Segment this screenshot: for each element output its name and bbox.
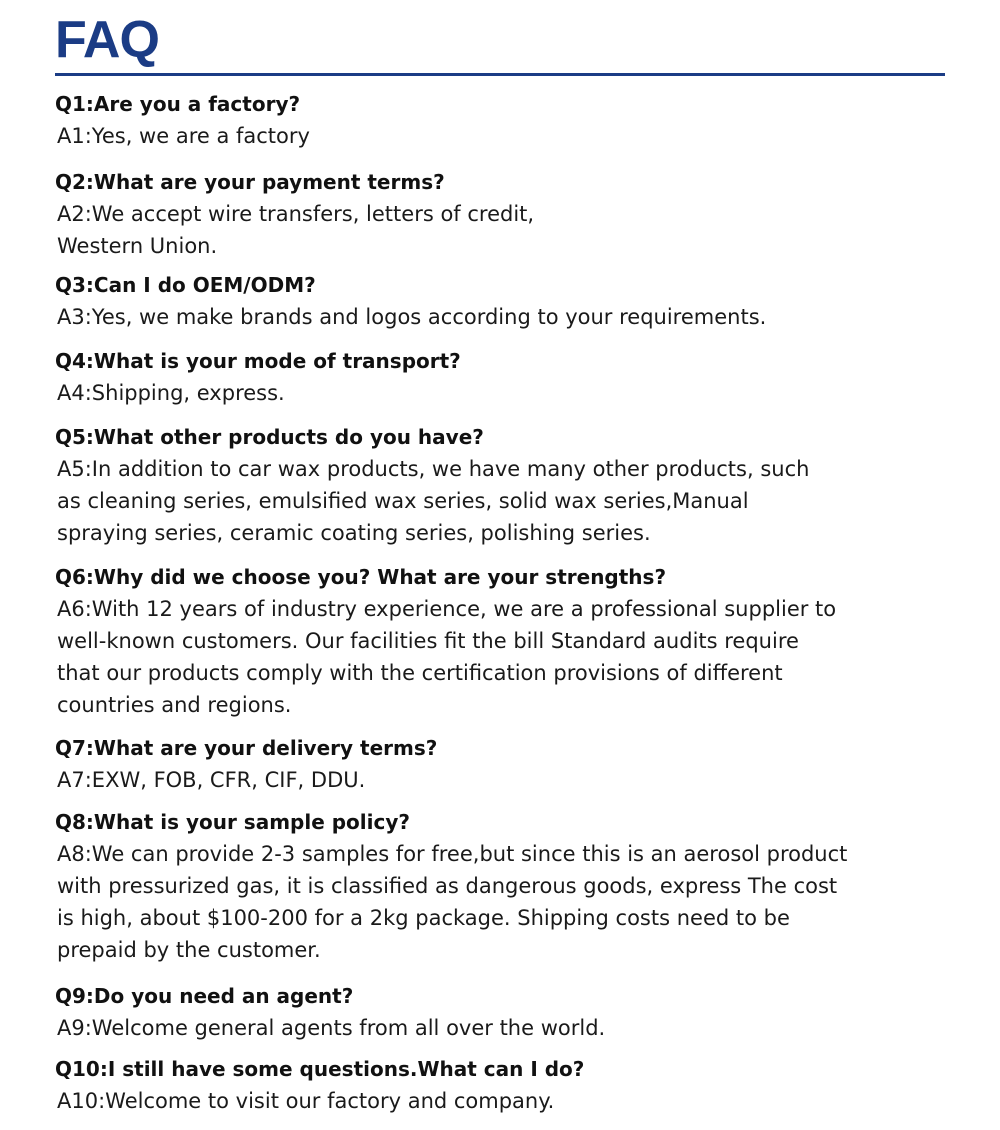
faq-item-4 xyxy=(55,345,935,409)
question: Q10:I still have some questions.What can I do? xyxy=(55,1057,585,1081)
faq-item-1 xyxy=(55,88,935,152)
question: Q2:What are your payment terms? xyxy=(55,170,445,194)
answer: A2:We accept wire transfers, letters of credit, Western Union. xyxy=(57,202,535,258)
answer: A6:With 12 years of industry experience, we are a professional supplier to well-known customers. Our facilities fit the bill Standard audits require that our products comply with the certification provisions of different countries and regions. xyxy=(57,597,837,717)
faq-item-10 xyxy=(55,1053,935,1117)
answer: A4:Shipping, express. xyxy=(57,381,285,405)
question: Q6:Why did we choose you? What are your strengths? xyxy=(55,565,667,589)
title-divider xyxy=(55,73,945,76)
answer: A8:We can provide 2-3 samples for free,but since this is an aerosol product with pressurized gas, it is classified as dangerous goods, express The cost is high, about $100-200 for a 2kg package. Shipping costs need to be prepaid by the customer. xyxy=(57,842,848,962)
faq-item-7 xyxy=(55,732,935,796)
faq-item-8 xyxy=(55,806,935,966)
answer: A9:Welcome general agents from all over the world. xyxy=(57,1016,606,1040)
answer: A1:Yes, we are a factory xyxy=(57,124,310,148)
answer: A3:Yes, we make brands and logos according to your requirements. xyxy=(57,305,767,329)
faq-item-3 xyxy=(55,269,935,333)
question: Q8:What is your sample policy? xyxy=(55,810,410,834)
faq-item-5 xyxy=(55,421,935,549)
question: Q9:Do you need an agent? xyxy=(55,984,354,1008)
question: Q3:Can I do OEM/ODM? xyxy=(55,273,316,297)
answer: A10:Welcome to visit our factory and company. xyxy=(57,1089,555,1113)
question: Q7:What are your delivery terms? xyxy=(55,736,438,760)
faq-item-6 xyxy=(55,561,935,721)
answer: A5:In addition to car wax products, we have many other products, such as cleaning series, emulsified wax series, solid wax series,Manual spraying series, ceramic coating series, polishing series. xyxy=(57,457,810,545)
answer: A7:EXW, FOB, CFR, CIF, DDU. xyxy=(57,768,366,792)
faq-item-2 xyxy=(55,166,935,262)
page-title: FAQ xyxy=(55,11,159,69)
question: Q4:What is your mode of transport? xyxy=(55,349,461,373)
question: Q5:What other products do you have? xyxy=(55,425,484,449)
question: Q1:Are you a factory? xyxy=(55,92,301,116)
faq-item-9 xyxy=(55,980,935,1044)
